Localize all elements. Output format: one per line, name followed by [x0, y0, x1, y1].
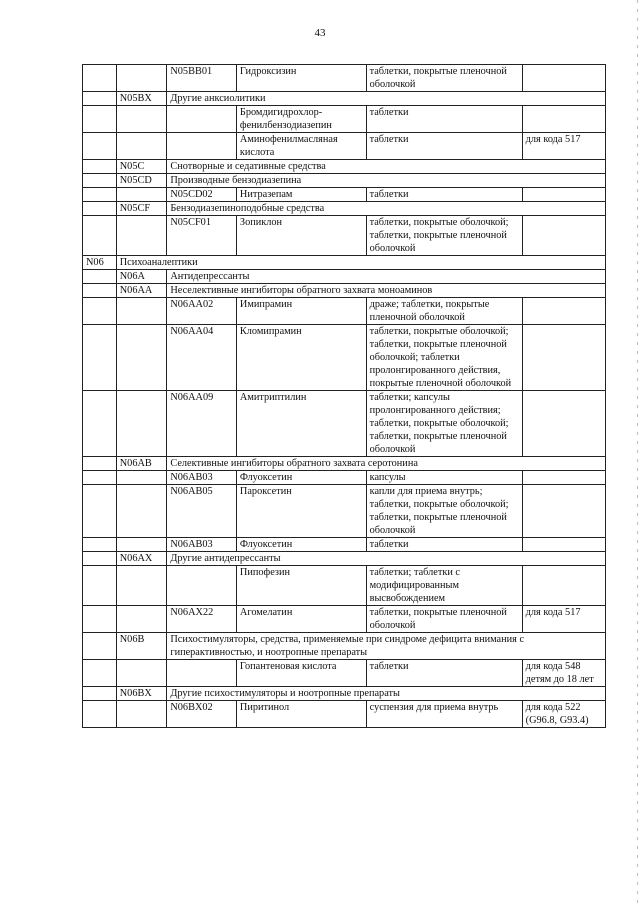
- drug-name-cell: Нитразепам: [236, 188, 366, 202]
- note-cell: [522, 538, 605, 552]
- note-cell: [522, 216, 605, 256]
- group-code-cell: [83, 552, 117, 566]
- subgroup-code-cell: [116, 538, 167, 552]
- drug-name-cell: Кломипрамин: [236, 325, 366, 391]
- page-number: 43: [314, 27, 326, 39]
- table-row: [83, 202, 606, 216]
- table-row: [83, 256, 606, 270]
- subgroup-code-cell: N05C: [116, 160, 167, 174]
- group-code-cell: [83, 633, 117, 660]
- subgroup-code-cell: N06AA: [116, 284, 167, 298]
- scan-edge-artifact: [637, 0, 638, 905]
- subgroup-code-cell: [116, 325, 167, 391]
- group-code-cell: [83, 284, 117, 298]
- atc-code-cell: N06AA09: [167, 391, 237, 457]
- dosage-form-cell: таблетки; капсулы пролонгированного действия; таблетки, покрытые оболочкой; таблетки, покрытые пленочной оболочкой: [366, 391, 522, 457]
- atc-code-cell: N05CF01: [167, 216, 237, 256]
- note-cell: [522, 391, 605, 457]
- table-row: [83, 160, 606, 174]
- atc-code-cell: N06AB03: [167, 471, 237, 485]
- group-code-cell: N06: [83, 256, 117, 270]
- table-row: [83, 457, 606, 471]
- drug-classification-table: [82, 64, 606, 728]
- dosage-form-cell: капли для приема внутрь; таблетки, покрытые оболочкой; таблетки, покрытые пленочной оболочкой: [366, 485, 522, 538]
- group-code-cell: [83, 325, 117, 391]
- dosage-form-cell: таблетки, покрытые пленочной оболочкой: [366, 606, 522, 633]
- table-row: [83, 133, 606, 160]
- section-title: Антидепрессанты: [167, 270, 606, 284]
- dosage-form-cell: суспензия для приема внутрь: [366, 701, 522, 728]
- group-code-cell: [83, 471, 117, 485]
- subgroup-code-cell: [116, 701, 167, 728]
- table-row: [83, 552, 606, 566]
- table-row: [83, 391, 606, 457]
- table-row: [83, 106, 606, 133]
- table-row: [83, 471, 606, 485]
- drug-name-cell: Флуоксетин: [236, 538, 366, 552]
- dosage-form-cell: таблетки; таблетки с модифицированным высвобождением: [366, 566, 522, 606]
- atc-code-cell: [167, 133, 237, 160]
- dosage-form-cell: таблетки: [366, 106, 522, 133]
- note-cell: для кода 517: [522, 606, 605, 633]
- drug-name-cell: Имипрамин: [236, 298, 366, 325]
- dosage-form-cell: таблетки, покрытые оболочкой; таблетки, покрытые пленочной оболочкой; таблетки пролонгированного действия, покрытые пленочной оболочкой: [366, 325, 522, 391]
- table-row: [83, 216, 606, 256]
- section-title: Снотворные и седативные средства: [167, 160, 606, 174]
- subgroup-code-cell: [116, 391, 167, 457]
- drug-name-cell: Гопантеновая кислота: [236, 660, 366, 687]
- dosage-form-cell: таблетки: [366, 188, 522, 202]
- group-code-cell: [83, 270, 117, 284]
- atc-code-cell: N05CD02: [167, 188, 237, 202]
- group-code-cell: [83, 687, 117, 701]
- dosage-form-cell: драже; таблетки, покрытые пленочной оболочкой: [366, 298, 522, 325]
- subgroup-code-cell: [116, 133, 167, 160]
- atc-code-cell: N06AB03: [167, 538, 237, 552]
- table-row: [83, 284, 606, 298]
- dosage-form-cell: капсулы: [366, 471, 522, 485]
- atc-code-cell: N05BB01: [167, 65, 237, 92]
- note-cell: [522, 325, 605, 391]
- table-row: [83, 701, 606, 728]
- subgroup-code-cell: [116, 485, 167, 538]
- group-code-cell: [83, 65, 117, 92]
- group-code-cell: [83, 606, 117, 633]
- table-row: [83, 566, 606, 606]
- dosage-form-cell: таблетки, покрытые оболочкой; таблетки, покрытые пленочной оболочкой: [366, 216, 522, 256]
- group-code-cell: [83, 133, 117, 160]
- drug-name-cell: Пиритинол: [236, 701, 366, 728]
- atc-code-cell: N06AX22: [167, 606, 237, 633]
- group-code-cell: [83, 160, 117, 174]
- section-title: Другие антидепрессанты: [167, 552, 606, 566]
- group-code-cell: [83, 216, 117, 256]
- table-row: [83, 188, 606, 202]
- note-cell: [522, 106, 605, 133]
- drug-name-cell: Пипофезин: [236, 566, 366, 606]
- subgroup-code-cell: N06BX: [116, 687, 167, 701]
- note-cell: [522, 298, 605, 325]
- subgroup-code-cell: N06AB: [116, 457, 167, 471]
- atc-code-cell: N06AA02: [167, 298, 237, 325]
- dosage-form-cell: таблетки: [366, 538, 522, 552]
- subgroup-code-cell: [116, 471, 167, 485]
- drug-name-cell: Агомелатин: [236, 606, 366, 633]
- table-row: [83, 298, 606, 325]
- atc-code-cell: [167, 566, 237, 606]
- section-title: Психоаналептики: [116, 256, 605, 270]
- note-cell: для кода 522 (G96.8, G93.4): [522, 701, 605, 728]
- subgroup-code-cell: N05CD: [116, 174, 167, 188]
- dosage-form-cell: таблетки, покрытые пленочной оболочкой: [366, 65, 522, 92]
- dosage-form-cell: таблетки: [366, 660, 522, 687]
- note-cell: [522, 566, 605, 606]
- subgroup-code-cell: [116, 566, 167, 606]
- section-title: Бензодиазепиноподобные средства: [167, 202, 606, 216]
- table-row: [83, 65, 606, 92]
- table-row: [83, 174, 606, 188]
- drug-name-cell: Пароксетин: [236, 485, 366, 538]
- subgroup-code-cell: N06A: [116, 270, 167, 284]
- drug-name-cell: Флуоксетин: [236, 471, 366, 485]
- dosage-form-cell: таблетки: [366, 133, 522, 160]
- note-cell: [522, 65, 605, 92]
- drug-name-cell: Гидроксизин: [236, 65, 366, 92]
- subgroup-code-cell: [116, 188, 167, 202]
- subgroup-code-cell: [116, 660, 167, 687]
- group-code-cell: [83, 701, 117, 728]
- atc-code-cell: [167, 106, 237, 133]
- section-title: Другие психостимуляторы и ноотропные препараты: [167, 687, 606, 701]
- table-row: [83, 325, 606, 391]
- group-code-cell: [83, 660, 117, 687]
- subgroup-code-cell: N05BX: [116, 92, 167, 106]
- table-row: [83, 538, 606, 552]
- section-title: Психостимуляторы, средства, применяемые при синдроме дефицита внимания с гиперактивностью, и ноотропные препараты: [167, 633, 606, 660]
- table-row: [83, 633, 606, 660]
- table-row: [83, 660, 606, 687]
- atc-code-cell: [167, 660, 237, 687]
- section-title: Другие анксиолитики: [167, 92, 606, 106]
- section-title: Селективные ингибиторы обратного захвата серотонина: [167, 457, 606, 471]
- subgroup-code-cell: N06B: [116, 633, 167, 660]
- note-cell: [522, 485, 605, 538]
- group-code-cell: [83, 485, 117, 538]
- subgroup-code-cell: N06AX: [116, 552, 167, 566]
- group-code-cell: [83, 538, 117, 552]
- subgroup-code-cell: N05CF: [116, 202, 167, 216]
- subgroup-code-cell: [116, 106, 167, 133]
- group-code-cell: [83, 566, 117, 606]
- group-code-cell: [83, 174, 117, 188]
- section-title: Производные бензодиазепина: [167, 174, 606, 188]
- note-cell: [522, 188, 605, 202]
- drug-name-cell: Бромдигидрохлор-фенилбензодиазепин: [236, 106, 366, 133]
- table-row: [83, 687, 606, 701]
- drug-name-cell: Аминофенилмасляная кислота: [236, 133, 366, 160]
- drug-name-cell: Зопиклон: [236, 216, 366, 256]
- section-title: Неселективные ингибиторы обратного захвата моноаминов: [167, 284, 606, 298]
- atc-code-cell: N06AB05: [167, 485, 237, 538]
- drug-name-cell: Амитриптилин: [236, 391, 366, 457]
- table-row: [83, 485, 606, 538]
- subgroup-code-cell: [116, 298, 167, 325]
- subgroup-code-cell: [116, 65, 167, 92]
- table-row: [83, 270, 606, 284]
- group-code-cell: [83, 298, 117, 325]
- group-code-cell: [83, 391, 117, 457]
- group-code-cell: [83, 106, 117, 133]
- note-cell: [522, 471, 605, 485]
- atc-code-cell: N06BX02: [167, 701, 237, 728]
- group-code-cell: [83, 202, 117, 216]
- group-code-cell: [83, 92, 117, 106]
- table-row: [83, 92, 606, 106]
- note-cell: для кода 548 детям до 18 лет: [522, 660, 605, 687]
- subgroup-code-cell: [116, 606, 167, 633]
- table-row: [83, 606, 606, 633]
- note-cell: для кода 517: [522, 133, 605, 160]
- subgroup-code-cell: [116, 216, 167, 256]
- group-code-cell: [83, 457, 117, 471]
- group-code-cell: [83, 188, 117, 202]
- atc-code-cell: N06AA04: [167, 325, 237, 391]
